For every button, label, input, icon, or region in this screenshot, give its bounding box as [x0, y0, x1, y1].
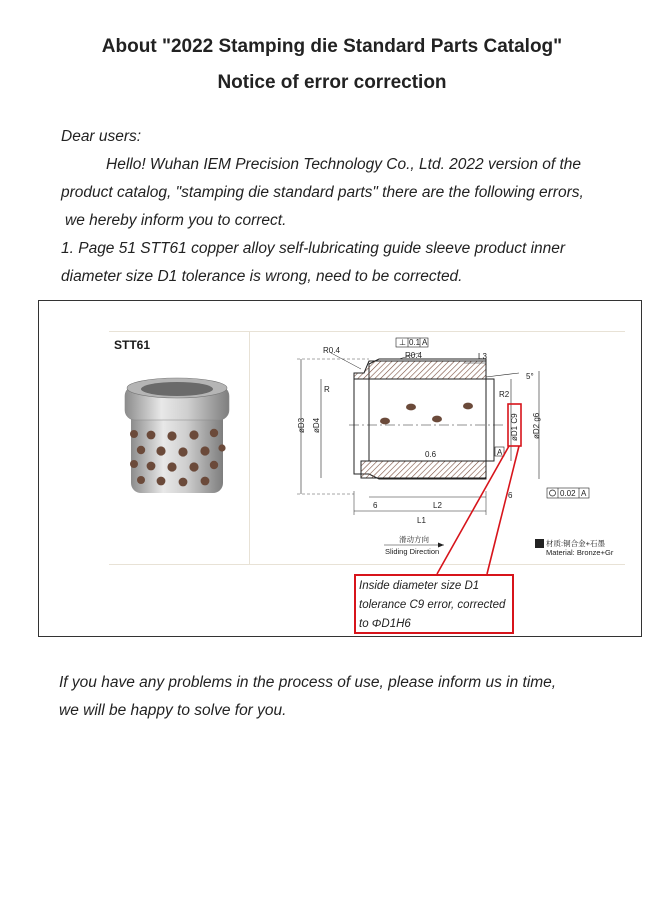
- salutation: Dear users:: [61, 128, 142, 145]
- label-d3: øD3: [297, 417, 306, 433]
- correction-callout: [354, 574, 514, 634]
- label-d4: øD4: [312, 417, 321, 433]
- callout-line-2: tolerance C9 error, corrected: [359, 599, 506, 611]
- concentricity-value: 0.02: [560, 489, 576, 498]
- label-angle: 5°: [526, 372, 534, 381]
- label-six-b: 6: [508, 491, 513, 500]
- notice-title: About "2022 Stamping die Standard Parts Catalog": [101, 36, 563, 57]
- body-line-2: product catalog, "stamping die standard parts" there are the following errors,: [61, 184, 584, 201]
- label-six-a: 6: [373, 501, 378, 510]
- correction-item-1-line-1: 1. Page 51 STT61 copper alloy self-lubricating guide sleeve product inner: [61, 240, 566, 257]
- callout-line-1: Inside diameter size D1: [359, 580, 480, 592]
- label-d1-c9: øD1 C9: [510, 413, 519, 441]
- label-l3: L3: [478, 352, 487, 361]
- error-highlight: [437, 404, 521, 574]
- correction-item-1-line-2: diameter size D1 tolerance is wrong, need to be corrected.: [61, 268, 463, 285]
- material-en: Material: Bronze+Gr: [546, 548, 614, 557]
- perpendicularity-value: 0.1: [409, 338, 421, 347]
- label-l1: L1: [417, 516, 426, 525]
- body-line-1: Hello! Wuhan IEM Precision Technology Co., Ltd. 2022 version of the: [106, 156, 582, 173]
- closing-line-2: we will be happy to solve for you.: [59, 702, 287, 719]
- bushing-photo: [125, 378, 229, 493]
- notice-subtitle: Notice of error correction: [217, 72, 447, 93]
- concentricity-datum: A: [581, 489, 587, 498]
- label-r04-a: R0.4: [323, 346, 340, 355]
- label-r2: R2: [499, 390, 510, 399]
- material-cn: 材质:铜合金+石墨: [546, 539, 605, 548]
- catalog-figure: [38, 300, 642, 637]
- product-code: STT61: [114, 338, 151, 352]
- sliding-direction-en: Sliding Direction: [385, 547, 440, 556]
- label-roughness: 0.6: [425, 450, 437, 459]
- technical-drawing: [39, 301, 643, 638]
- section-drawing: [297, 338, 589, 548]
- callout-line-3: to ΦD1H6: [359, 618, 411, 630]
- label-r04-b: R0.4: [405, 351, 422, 360]
- perpendicularity-symbol: ⊥: [399, 338, 406, 347]
- label-datum-a: A: [497, 448, 503, 457]
- closing-line-1: If you have any problems in the process of use, please inform us in time,: [59, 674, 557, 691]
- label-d2-g6: øD2 g6: [532, 412, 541, 439]
- perpendicularity-datum: A: [422, 338, 428, 347]
- sliding-direction-cn: 滑动方向: [399, 535, 429, 544]
- label-r: R: [324, 385, 330, 394]
- body-line-3: we hereby inform you to correct.: [65, 212, 287, 229]
- label-l2: L2: [433, 501, 442, 510]
